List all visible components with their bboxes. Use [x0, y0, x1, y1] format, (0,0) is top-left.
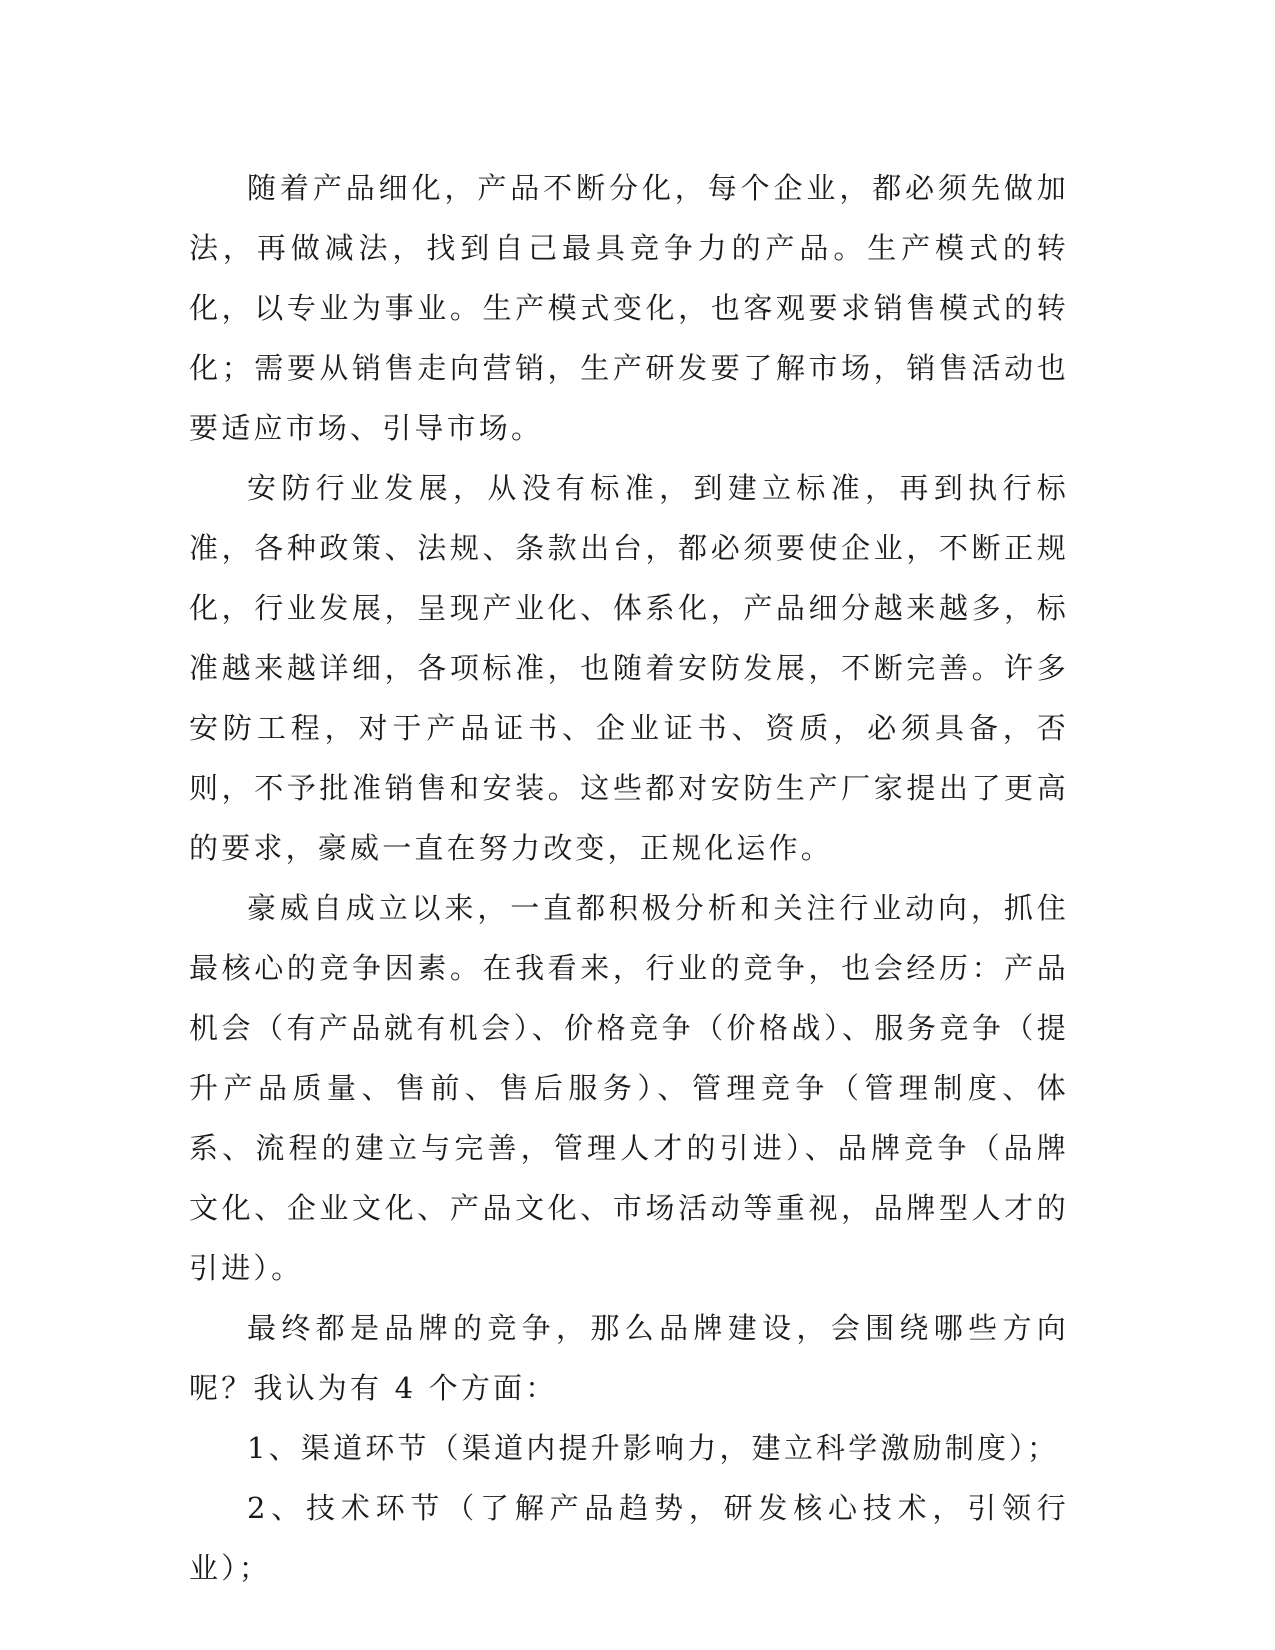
paragraph-industry-standards: 安防行业发展，从没有标准，到建立标准，再到执行标准，各种政策、法规、条款出台，都必须要使企业，不断正规化，行业发展，呈现产业化、体系化，产品细分越来越多，标准越来越详细，各项标准，也随着安防发展，不断完善。许多安防工程，对于产品证书、企业证书、资质，必须具备，否则，不予批准销售和安装。这些都对安防生产厂家提出了更高的要求，豪威一直在努力改变，正规化运作。	[189, 471, 1069, 865]
paragraph-brand-building: 最终都是品牌的竞争，那么品牌建设，会围绕哪些方向呢？我认为有 4 个方面：	[189, 1311, 1069, 1405]
paragraph-competition-stages: 豪威自成立以来，一直都积极分析和关注行业动向，抓住最核心的竞争因素。在我看来，行业的竞争，也会经历：产品机会（有产品就有机会）、价格竞争（价格战）、服务竞争（提升产品质量、售前、售后服务）、管理竞争（管理制度、体系、流程的建立与完善，管理人才的引进）、品牌竞争（品牌文化、企业文化、产品文化、市场活动等重视，品牌型人才的引进）。	[189, 891, 1069, 1285]
list-item-channel: 1、渠道环节（渠道内提升影响力，建立科学激励制度）；	[247, 1431, 1060, 1465]
list-item-technology: 2、技术环节（了解产品趋势，研发核心技术，引领行业）；	[189, 1491, 1069, 1585]
body-text	[189, 158, 1069, 1598]
paragraph-product-refinement: 随着产品细化，产品不断分化，每个企业，都必须先做加法，再做减法，找到自己最具竞争力的产品。生产模式的转化，以专业为事业。生产模式变化，也客观要求销售模式的转化；需要从销售走向营销，生产研发要了解市场，销售活动也要适应市场、引导市场。	[189, 171, 1069, 445]
